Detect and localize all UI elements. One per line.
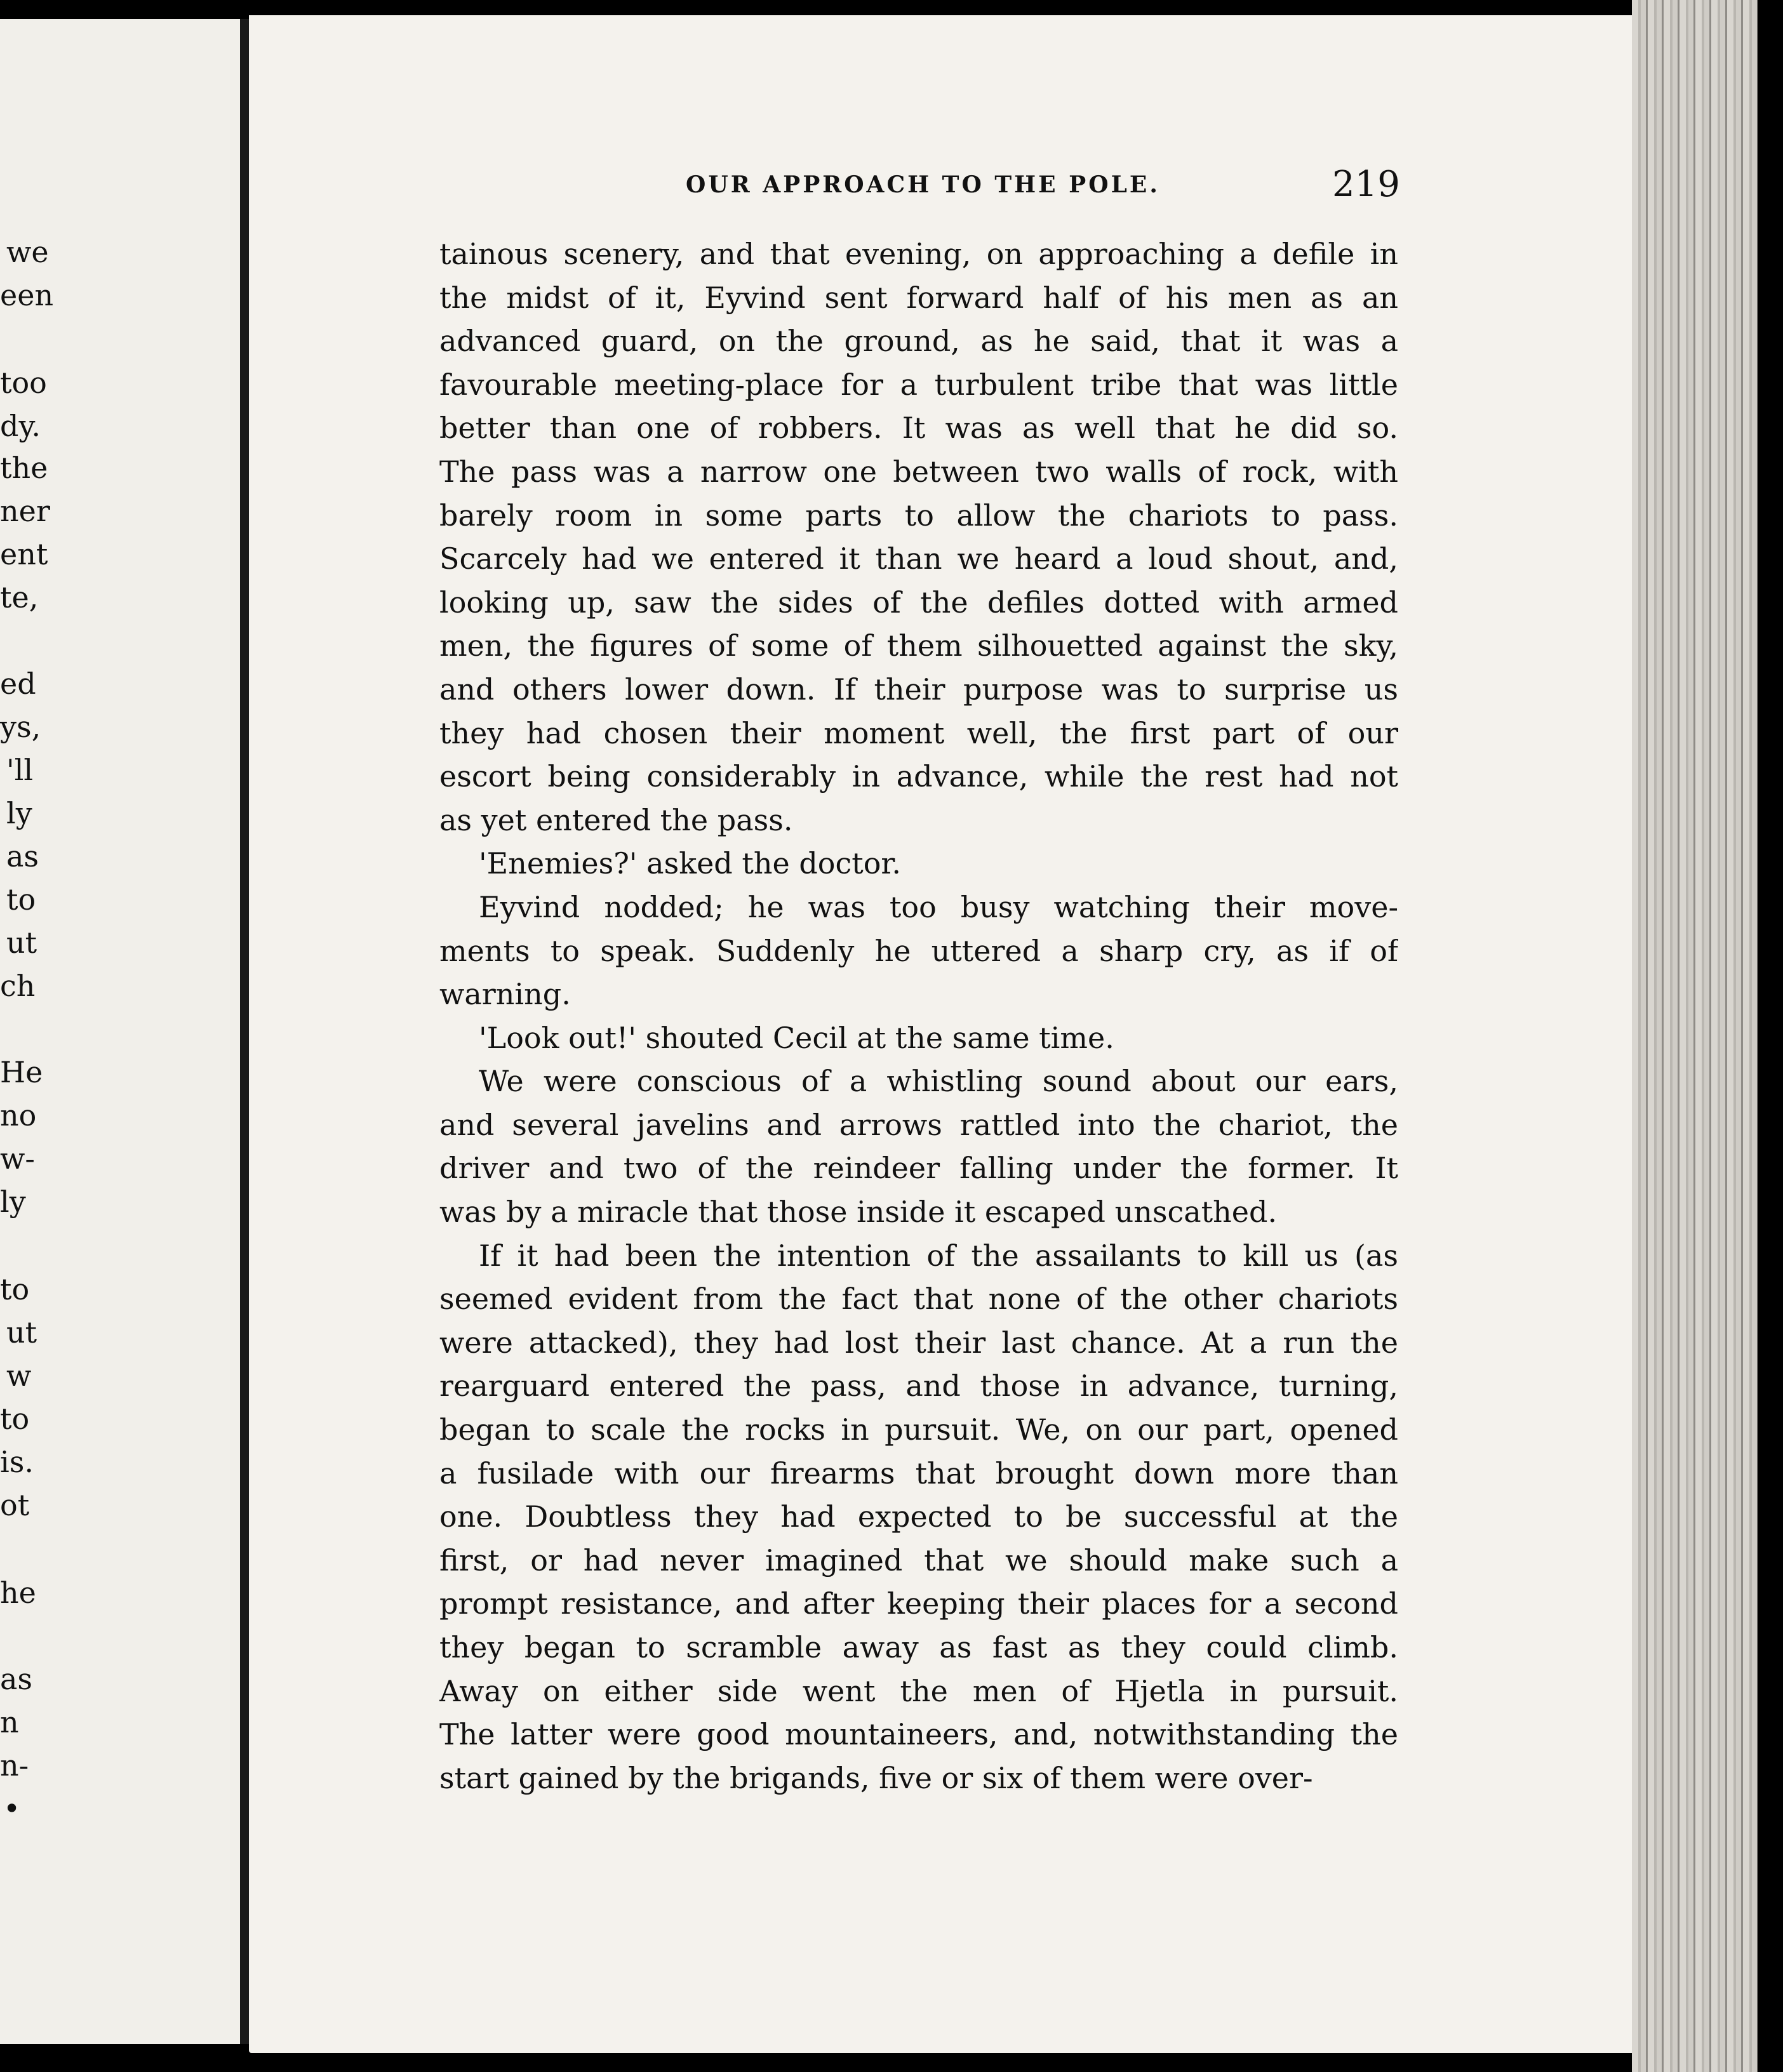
text-line: ments to speak. Suddenly he uttered a sharp cry, as if of	[439, 933, 1398, 968]
text-line: better than one of robbers. It was as well that he did so.	[439, 411, 1398, 446]
text-line: began to scale the rocks in pursuit. We, on our part, opened	[439, 1412, 1398, 1447]
facing-page-fragment: te,	[0, 580, 39, 614]
text-line: 'Look out!' shouted Cecil at the same time.	[479, 1020, 1114, 1055]
text-line: as yet entered the pass.	[439, 802, 793, 837]
facing-page-fragment: ut	[6, 926, 37, 960]
facing-page-fragment: is.	[0, 1445, 34, 1479]
text-line: Away on either side went the men of Hjetla in pursuit.	[439, 1673, 1398, 1708]
text-line: escort being considerably in advance, while the rest had not	[439, 759, 1398, 794]
text-line: advanced guard, on the ground, as he said, that it was a	[439, 324, 1398, 359]
facing-page-fragment: as	[6, 839, 39, 873]
facing-page-fragment: ys,	[0, 710, 41, 744]
facing-page-fragment: no	[0, 1098, 37, 1132]
text-line: The pass was a narrow one between two walls of rock, with	[439, 454, 1398, 489]
text-line: seemed evident from the fact that none of the other chariots	[439, 1282, 1398, 1317]
facing-page-fragment: he	[0, 1576, 36, 1610]
text-line: were attacked), they had lost their last chance. At a run the	[439, 1325, 1398, 1360]
text-line: looking up, saw the sides of the defiles dotted with armed	[439, 585, 1398, 620]
facing-page-fragment: ly	[0, 1185, 26, 1219]
facing-page-fragment: as	[0, 1662, 33, 1696]
facing-page-fragment: ly	[6, 796, 32, 830]
text-line: start gained by the brigands, five or six of them were over-	[439, 1760, 1313, 1795]
facing-page-fragment: w-	[0, 1141, 35, 1176]
facing-page-fragment: to	[0, 1402, 30, 1436]
facing-page-fragment: we	[6, 235, 49, 269]
text-line: tainous scenery, and that evening, on approaching a defile in	[439, 237, 1398, 271]
text-line: 'Enemies?' asked the doctor.	[479, 846, 901, 881]
facing-page-fragment: ed	[0, 667, 36, 701]
facing-page-fragment: ner	[0, 494, 50, 528]
facing-page-fragment: een	[0, 278, 54, 312]
facing-page-fragment: ot	[0, 1488, 30, 1522]
text-line: men, the figures of some of them silhouetted against the sky,	[439, 628, 1398, 663]
text-line: one. Doubtless they had expected to be successful at the	[439, 1499, 1398, 1534]
page-edges	[1632, 0, 1783, 2072]
facing-page-fragment: n-	[0, 1748, 29, 1783]
facing-page-fragment: He	[0, 1055, 43, 1089]
text-line: Scarcely had we entered it than we heard a loud shout, and,	[439, 541, 1398, 576]
facing-page	[0, 19, 241, 2044]
text-line: favourable meeting-place for a turbulent tribe that was little	[439, 367, 1398, 402]
page-number: 219	[1332, 164, 1400, 205]
text-line: a fusilade with our firearms that brought down more than	[439, 1456, 1398, 1491]
facing-page-fragment: ch	[0, 969, 36, 1003]
text-line: and others lower down. If their purpose was to surprise us	[439, 672, 1398, 707]
book-gutter	[240, 19, 249, 2044]
facing-page-fragment: n	[0, 1705, 19, 1739]
body-text	[439, 232, 1398, 1800]
text-line: the midst of it, Eyvind sent forward half of his men as an	[439, 280, 1398, 315]
text-line: they began to scramble away as fast as they could climb.	[439, 1630, 1398, 1664]
facing-page-fragment: 'll	[6, 753, 34, 787]
text-line: We were conscious of a whistling sound about our ears,	[479, 1064, 1398, 1099]
text-line: first, or had never imagined that we should make such a	[439, 1543, 1398, 1577]
text-line: barely room in some parts to allow the chariots to pass.	[439, 498, 1398, 533]
facing-page-fragment: w	[6, 1358, 32, 1393]
text-line: was by a miracle that those inside it escaped unscathed.	[439, 1195, 1278, 1230]
text-line: prompt resistance, and after keeping their places for a second	[439, 1586, 1398, 1621]
text-line: they had chosen their moment well, the first part of our	[439, 715, 1398, 750]
text-line: If it had been the intention of the assailants to kill us (as	[479, 1238, 1398, 1273]
facing-page-fragment: •	[3, 1791, 21, 1826]
facing-page-fragment: to	[6, 882, 36, 917]
facing-page-fragment: too	[0, 366, 47, 400]
text-line: The latter were good mountaineers, and, notwithstanding the	[439, 1717, 1398, 1752]
facing-page-fragment: ent	[0, 537, 48, 571]
facing-page-fragment: dy.	[0, 409, 41, 443]
running-head: OUR APPROACH TO THE POLE.	[686, 171, 1160, 198]
text-line: driver and two of the reindeer falling under the former. It	[439, 1151, 1398, 1186]
text-line: warning.	[439, 977, 571, 1012]
facing-page-fragment: to	[0, 1272, 30, 1306]
text-line: and several javelins and arrows rattled into the chariot, the	[439, 1107, 1398, 1142]
facing-page-fragment: the	[0, 451, 48, 485]
text-line: rearguard entered the pass, and those in advance, turning,	[439, 1369, 1398, 1404]
text-line: Eyvind nodded; he was too busy watching their move-	[479, 889, 1398, 924]
facing-page-fragment: ut	[6, 1315, 37, 1350]
